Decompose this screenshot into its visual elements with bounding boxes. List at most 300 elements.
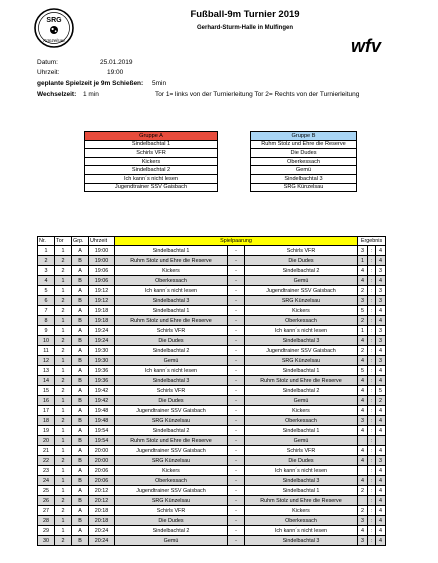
result-colon: :: [368, 286, 376, 296]
result-colon: :: [368, 386, 376, 396]
group-a-team: Schirls VFR: [85, 149, 218, 158]
match-gate: 1: [55, 516, 72, 526]
match-home-team: Oberkessach: [115, 276, 228, 286]
match-dash: -: [228, 516, 245, 526]
match-home-team: Sindelbachtal 2: [115, 526, 228, 536]
schedule-header-row: [38, 237, 386, 246]
match-dash: -: [228, 356, 245, 366]
match-group: B: [72, 436, 89, 446]
match-home-team: Sindelbachtal 2: [115, 346, 228, 356]
result-home: 3: [358, 416, 368, 426]
match-group: A: [72, 446, 89, 456]
match-group: A: [72, 346, 89, 356]
match-away-team: Sindelbachtal 3: [245, 336, 358, 346]
table-row: [38, 396, 386, 406]
result-home: 1: [358, 326, 368, 336]
match-nr: 29: [38, 526, 55, 536]
match-gate: 1: [55, 426, 72, 436]
result-away: 4: [376, 496, 386, 506]
result-colon: :: [368, 396, 376, 406]
match-time: 19:18: [89, 306, 115, 316]
match-gate: 1: [55, 466, 72, 476]
result-away: 4: [376, 486, 386, 496]
table-row: [38, 506, 386, 516]
match-nr: 27: [38, 506, 55, 516]
match-home-team: Sindelbachtal 1: [115, 306, 228, 316]
result-home: 4: [358, 446, 368, 456]
match-group: B: [72, 496, 89, 506]
match-dash: -: [228, 386, 245, 396]
match-home-team: Ruhm Stolz und Ehre die Reserve: [115, 256, 228, 266]
match-home-team: Ruhm Stolz und Ehre die Reserve: [115, 436, 228, 446]
match-time: 19:12: [89, 286, 115, 296]
result-home: 4: [358, 406, 368, 416]
match-away-team: SRG Künzelsau: [245, 296, 358, 306]
result-away: 4: [376, 506, 386, 516]
match-time: 19:54: [89, 426, 115, 436]
match-gate: 1: [55, 436, 72, 446]
match-away-team: Ich kann´s nicht lesen: [245, 526, 358, 536]
result-colon: :: [368, 246, 376, 256]
header-time: Uhrzeit: [89, 237, 115, 246]
result-home: 4: [358, 386, 368, 396]
match-dash: -: [228, 336, 245, 346]
result-colon: :: [368, 276, 376, 286]
match-nr: 26: [38, 496, 55, 506]
match-nr: 8: [38, 316, 55, 326]
match-away-team: Sindelbachtal 2: [245, 386, 358, 396]
match-dash: -: [228, 526, 245, 536]
match-away-team: Die Dudes: [245, 456, 358, 466]
result-away: 3: [376, 336, 386, 346]
match-nr: 14: [38, 376, 55, 386]
match-dash: -: [228, 306, 245, 316]
match-dash: -: [228, 416, 245, 426]
match-away-team: Oberkessach: [245, 416, 358, 426]
match-gate: 2: [55, 496, 72, 506]
result-home: 5: [358, 366, 368, 376]
match-away-team: Jugendtrainer SSV Gaisbach: [245, 286, 358, 296]
result-colon: :: [368, 266, 376, 276]
result-home: 2: [358, 346, 368, 356]
result-away: 4: [376, 416, 386, 426]
result-colon: :: [368, 436, 376, 446]
result-away: 3: [376, 326, 386, 336]
match-nr: 21: [38, 446, 55, 456]
match-away-team: Gemü: [245, 436, 358, 446]
match-dash: -: [228, 346, 245, 356]
group-b-team: SRG Künzelsau: [251, 183, 357, 192]
match-group: A: [72, 246, 89, 256]
result-away: 4: [376, 366, 386, 376]
match-nr: 15: [38, 386, 55, 396]
match-away-team: Kickers: [245, 506, 358, 516]
group-a-team: Sindelbachtal 2: [85, 166, 218, 175]
result-home: 3: [358, 536, 368, 546]
club-logo: [28, 6, 80, 50]
group-b-team: Oberkessach: [251, 157, 357, 166]
match-gate: 2: [55, 456, 72, 466]
match-home-team: SRG Künzelsau: [115, 416, 228, 426]
result-colon: :: [368, 256, 376, 266]
result-colon: :: [368, 526, 376, 536]
match-time: 19:00: [89, 246, 115, 256]
result-away: 4: [376, 536, 386, 546]
result-away: 4: [376, 426, 386, 436]
page-title: Fußball-9m Turnier 2019: [190, 9, 300, 20]
match-time: 19:54: [89, 436, 115, 446]
match-nr: 28: [38, 516, 55, 526]
result-home: 1: [358, 256, 368, 266]
result-colon: :: [368, 446, 376, 456]
result-colon: :: [368, 456, 376, 466]
match-time: 19:06: [89, 266, 115, 276]
result-away: 3: [376, 286, 386, 296]
match-time: 19:18: [89, 316, 115, 326]
match-away-team: Sindelbachtal 1: [245, 486, 358, 496]
match-away-team: Sindelbachtal 1: [245, 366, 358, 376]
table-row: [38, 306, 386, 316]
match-away-team: Oberkessach: [245, 316, 358, 326]
match-dash: -: [228, 246, 245, 256]
result-home: 2: [358, 316, 368, 326]
match-nr: 23: [38, 466, 55, 476]
result-away: 4: [376, 406, 386, 416]
match-away-team: Ruhm Stolz und Ehre die Reserve: [245, 496, 358, 506]
result-home: 2: [358, 286, 368, 296]
match-group: A: [72, 266, 89, 276]
table-row: [38, 346, 386, 356]
match-time: 19:42: [89, 386, 115, 396]
result-home: 4: [358, 376, 368, 386]
match-dash: -: [228, 466, 245, 476]
table-row: [38, 276, 386, 286]
match-nr: 18: [38, 416, 55, 426]
match-away-team: Kickers: [245, 406, 358, 416]
match-group: A: [72, 306, 89, 316]
match-gate: 2: [55, 336, 72, 346]
match-group: B: [72, 416, 89, 426]
match-dash: -: [228, 536, 245, 546]
table-row: [38, 336, 386, 346]
match-away-team: Sindelbachtal 3: [245, 476, 358, 486]
header-grp: Grp.: [72, 237, 89, 246]
match-gate: 1: [55, 446, 72, 456]
match-gate: 1: [55, 526, 72, 536]
match-gate: 1: [55, 406, 72, 416]
result-home: 4: [358, 476, 368, 486]
change-value: 1 min: [83, 91, 99, 98]
match-group: A: [72, 526, 89, 536]
match-time: 19:06: [89, 276, 115, 286]
result-home: 4: [358, 266, 368, 276]
match-gate: 1: [55, 366, 72, 376]
match-time: 19:24: [89, 336, 115, 346]
result-home: 2: [358, 506, 368, 516]
match-nr: 3: [38, 266, 55, 276]
match-home-team: Jugendtrainer SSV Gaisbach: [115, 406, 228, 416]
time-label: Uhrzeit:: [37, 69, 60, 76]
table-row: [38, 496, 386, 506]
group-a-table: [84, 131, 218, 192]
table-row: [38, 286, 386, 296]
match-time: 20:18: [89, 516, 115, 526]
match-nr: 24: [38, 476, 55, 486]
match-home-team: Sindelbachtal 3: [115, 296, 228, 306]
table-row: [38, 386, 386, 396]
match-away-team: Ruhm Stolz und Ehre die Reserve: [245, 376, 358, 386]
match-time: 20:24: [89, 536, 115, 546]
table-row: [38, 356, 386, 366]
match-nr: 20: [38, 436, 55, 446]
table-row: [38, 536, 386, 546]
match-gate: 1: [55, 286, 72, 296]
result-colon: :: [368, 356, 376, 366]
header-result: Ergebnis: [358, 237, 386, 246]
result-away: 4: [376, 256, 386, 266]
result-away: [376, 436, 386, 446]
match-gate: 1: [55, 486, 72, 496]
match-home-team: Kickers: [115, 266, 228, 276]
result-colon: :: [368, 496, 376, 506]
result-home: 2: [358, 486, 368, 496]
match-time: 19:48: [89, 406, 115, 416]
match-time: 19:00: [89, 256, 115, 266]
match-nr: 2: [38, 256, 55, 266]
result-away: 4: [376, 376, 386, 386]
result-colon: :: [368, 306, 376, 316]
match-nr: 1: [38, 246, 55, 256]
match-group: B: [72, 476, 89, 486]
result-colon: :: [368, 536, 376, 546]
match-away-team: Die Dudes: [245, 256, 358, 266]
group-b-team: Die Dudes: [251, 149, 357, 158]
match-away-team: Sindelbachtal 2: [245, 266, 358, 276]
match-time: 20:12: [89, 496, 115, 506]
match-group: A: [72, 386, 89, 396]
result-away: 3: [376, 296, 386, 306]
match-gate: 2: [55, 266, 72, 276]
match-dash: -: [228, 396, 245, 406]
result-colon: :: [368, 336, 376, 346]
match-dash: -: [228, 326, 245, 336]
match-dash: -: [228, 286, 245, 296]
match-gate: 2: [55, 256, 72, 266]
match-dash: -: [228, 376, 245, 386]
match-group: B: [72, 336, 89, 346]
table-row: [38, 426, 386, 436]
match-away-team: Ich kann´s nicht lesen: [245, 466, 358, 476]
match-nr: 9: [38, 326, 55, 336]
match-time: 20:00: [89, 456, 115, 466]
result-away: 4: [376, 246, 386, 256]
result-home: 5: [358, 306, 368, 316]
svg-text:wfv: wfv: [351, 36, 382, 56]
time-value: 19:00: [107, 69, 124, 76]
match-group: B: [72, 536, 89, 546]
match-time: 20:06: [89, 466, 115, 476]
result-home: 4: [358, 356, 368, 366]
match-time: 19:36: [89, 366, 115, 376]
match-dash: -: [228, 296, 245, 306]
match-home-team: Sindelbachtal 1: [115, 246, 228, 256]
match-group: B: [72, 296, 89, 306]
match-group: B: [72, 256, 89, 266]
schedule-table: [37, 236, 386, 546]
table-row: [38, 456, 386, 466]
result-home: 3: [358, 246, 368, 256]
match-home-team: Schirls VFR: [115, 506, 228, 516]
result-home: [358, 436, 368, 446]
match-time: 19:12: [89, 296, 115, 306]
match-nr: 7: [38, 306, 55, 316]
match-gate: 2: [55, 416, 72, 426]
result-away: 4: [376, 526, 386, 536]
group-a-team: Ich kann´s nicht lesen: [85, 174, 218, 183]
result-colon: :: [368, 366, 376, 376]
result-away: 3: [376, 356, 386, 366]
match-away-team: Sindelbachtal 3: [245, 536, 358, 546]
group-a-team: Sindelbachtal 1: [85, 140, 218, 149]
match-nr: 19: [38, 426, 55, 436]
header-match: Spielpaarung: [115, 237, 358, 246]
match-home-team: Jugendtrainer SSV Gaisbach: [115, 446, 228, 456]
table-row: [38, 436, 386, 446]
result-colon: :: [368, 486, 376, 496]
group-b-team: Ruhm Stolz und Ehre die Reserve: [251, 140, 357, 149]
match-time: 19:30: [89, 346, 115, 356]
table-row: [38, 476, 386, 486]
match-home-team: Gemü: [115, 536, 228, 546]
match-group: A: [72, 466, 89, 476]
match-dash: -: [228, 446, 245, 456]
result-colon: :: [368, 376, 376, 386]
match-nr: 12: [38, 356, 55, 366]
match-group: B: [72, 356, 89, 366]
result-colon: :: [368, 316, 376, 326]
group-b-table: [250, 131, 357, 192]
result-away: 4: [376, 276, 386, 286]
date-label: Datum:: [37, 59, 58, 66]
result-colon: :: [368, 476, 376, 486]
table-row: [38, 366, 386, 376]
result-away: 3: [376, 456, 386, 466]
header-nr: Nr.: [38, 237, 55, 246]
result-colon: :: [368, 426, 376, 436]
result-colon: :: [368, 406, 376, 416]
table-row: [38, 466, 386, 476]
table-row: [38, 266, 386, 276]
result-home: [358, 496, 368, 506]
group-a-title: Gruppe A: [85, 132, 218, 141]
match-time: 20:00: [89, 446, 115, 456]
svg-text:SRG: SRG: [46, 17, 62, 24]
match-time: 19:48: [89, 416, 115, 426]
result-away: 3: [376, 266, 386, 276]
match-gate: 2: [55, 386, 72, 396]
match-home-team: Jugendtrainer SSV Gaisbach: [115, 486, 228, 496]
match-dash: -: [228, 476, 245, 486]
match-gate: 2: [55, 306, 72, 316]
date-value: 25.01.2019: [100, 59, 133, 66]
match-dash: -: [228, 366, 245, 376]
result-home: 4: [358, 276, 368, 286]
match-group: A: [72, 506, 89, 516]
match-away-team: Oberkessach: [245, 516, 358, 526]
match-dash: -: [228, 436, 245, 446]
result-home: 4: [358, 336, 368, 346]
match-nr: 25: [38, 486, 55, 496]
match-gate: 2: [55, 346, 72, 356]
match-nr: 22: [38, 456, 55, 466]
match-away-team: Gemü: [245, 396, 358, 406]
match-nr: 13: [38, 366, 55, 376]
match-gate: 1: [55, 246, 72, 256]
match-dash: -: [228, 506, 245, 516]
result-away: 5: [376, 386, 386, 396]
result-colon: :: [368, 296, 376, 306]
match-home-team: SRG Künzelsau: [115, 456, 228, 466]
match-group: A: [72, 366, 89, 376]
match-gate: 2: [55, 296, 72, 306]
table-row: [38, 376, 386, 386]
match-gate: 1: [55, 396, 72, 406]
match-home-team: SRG Künzelsau: [115, 496, 228, 506]
schedule-body: [38, 246, 386, 546]
match-group: B: [72, 516, 89, 526]
match-dash: -: [228, 406, 245, 416]
match-time: 20:12: [89, 486, 115, 496]
match-group: B: [72, 376, 89, 386]
result-colon: :: [368, 506, 376, 516]
result-colon: :: [368, 346, 376, 356]
match-group: A: [72, 286, 89, 296]
match-nr: 4: [38, 276, 55, 286]
header-tor: Tor: [55, 237, 72, 246]
result-home: 4: [358, 526, 368, 536]
match-dash: -: [228, 276, 245, 286]
match-nr: 17: [38, 406, 55, 416]
match-nr: 11: [38, 346, 55, 356]
result-away: 4: [376, 346, 386, 356]
match-group: A: [72, 486, 89, 496]
match-group: A: [72, 326, 89, 336]
group-b-team: Sindelbachtal 3: [251, 174, 357, 183]
match-time: 20:18: [89, 506, 115, 516]
result-away: 4: [376, 446, 386, 456]
match-away-team: Kickers: [245, 306, 358, 316]
match-dash: -: [228, 266, 245, 276]
match-group: A: [72, 406, 89, 416]
match-time: 20:24: [89, 526, 115, 536]
table-row: [38, 516, 386, 526]
svg-text:Künzelsau: Künzelsau: [43, 38, 65, 43]
match-dash: -: [228, 456, 245, 466]
match-away-team: Gemü: [245, 276, 358, 286]
result-away: 4: [376, 306, 386, 316]
match-home-team: Schirls VFR: [115, 386, 228, 396]
result-away: 4: [376, 516, 386, 526]
result-away: 2: [376, 396, 386, 406]
match-home-team: Kickers: [115, 466, 228, 476]
group-b-team: Gemü: [251, 166, 357, 175]
group-b-title: Gruppe B: [251, 132, 357, 141]
result-home: 4: [358, 396, 368, 406]
result-away: 4: [376, 476, 386, 486]
match-gate: 2: [55, 506, 72, 516]
match-nr: 5: [38, 286, 55, 296]
result-away: 4: [376, 466, 386, 476]
